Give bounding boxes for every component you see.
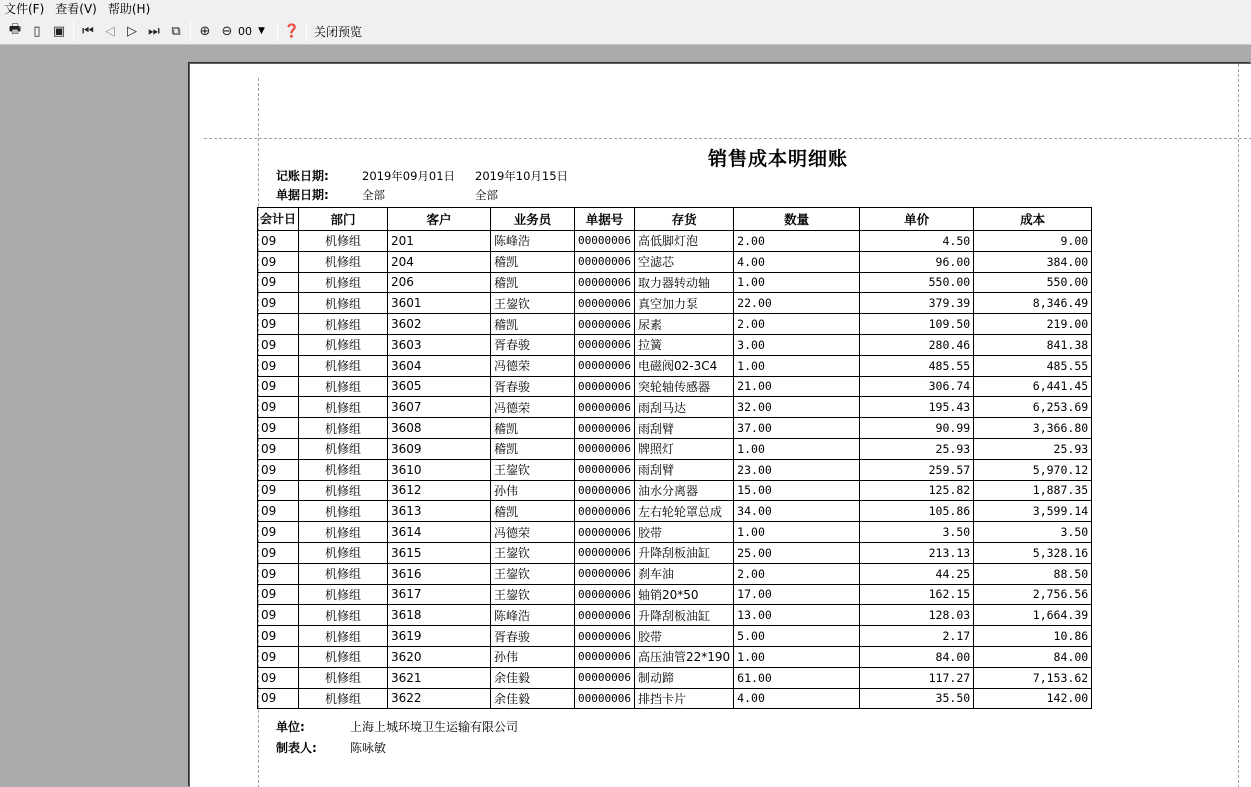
cell-quantity: 32.00 [734,397,860,418]
cell-cost: 9.00 [974,231,1092,252]
table-row [258,688,1092,709]
cell-quantity: 22.00 [734,293,860,314]
cell-item: 真空加力泵 [634,293,733,314]
cell-cost: 384.00 [974,251,1092,272]
cell-acct-day: 09 [258,293,299,314]
cell-item: 升降刮板油缸 [634,542,733,563]
cell-item: 雨刮臂 [634,459,733,480]
toolbar-separator [73,21,74,41]
cell-department: 机修组 [299,376,388,397]
cell-unit-price: 485.55 [860,355,974,376]
cell-department: 机修组 [299,231,388,252]
column-header: 单价 [860,208,974,231]
cell-department: 机修组 [299,314,388,335]
cell-cost: 88.50 [974,563,1092,584]
cell-item: 雨刮马达 [634,397,733,418]
cell-item: 拉簧 [634,334,733,355]
margin-guide [204,138,1251,139]
table-row [258,563,1092,584]
cell-salesperson: 稽凯 [491,501,575,522]
cell-unit-price: 550.00 [860,272,974,293]
cell-salesperson: 胥春骏 [491,626,575,647]
cell-acct-day: 09 [258,438,299,459]
cell-item: 升降刮板油缸 [634,605,733,626]
maker-value: 陈咏敏 [350,741,387,755]
cell-doc-no: 00000006 [575,314,635,335]
cell-unit-price: 3.50 [860,522,974,543]
cell-department: 机修组 [299,438,388,459]
doc-date-from: 全部 [362,188,385,202]
doc-date-to: 全部 [475,188,498,202]
cell-department: 机修组 [299,480,388,501]
cell-customer: 3620 [388,646,491,667]
cell-doc-no: 00000006 [575,605,635,626]
table-row [258,459,1092,480]
cell-customer: 3619 [388,626,491,647]
table-row [258,626,1092,647]
cell-quantity: 21.00 [734,376,860,397]
toolbar-separator [190,21,191,41]
report-page [189,63,1251,787]
cell-cost: 5,970.12 [974,459,1092,480]
cell-acct-day: 09 [258,688,299,709]
cell-cost: 219.00 [974,314,1092,335]
cell-quantity: 3.00 [734,334,860,355]
cell-quantity: 4.00 [734,251,860,272]
cell-doc-no: 00000006 [575,688,635,709]
column-header: 单据号 [575,208,635,231]
cell-item: 空滤芯 [634,251,733,272]
cell-department: 机修组 [299,501,388,522]
menu-view[interactable]: 查看(V) [55,2,97,16]
posting-date-from: 2019年09月01日 [362,169,456,183]
cell-item: 雨刮臂 [634,418,733,439]
cell-acct-day: 09 [258,418,299,439]
cell-salesperson: 王鋆钦 [491,459,575,480]
cell-quantity: 1.00 [734,355,860,376]
column-header: 存货 [634,208,733,231]
cell-cost: 3.50 [974,522,1092,543]
cell-doc-no: 00000006 [575,626,635,647]
cell-item: 尿素 [634,314,733,335]
cell-department: 机修组 [299,251,388,272]
cell-unit-price: 2.17 [860,626,974,647]
cell-doc-no: 00000006 [575,251,635,272]
cell-customer: 201 [388,231,491,252]
cell-cost: 1,887.35 [974,480,1092,501]
cell-acct-day: 09 [258,584,299,605]
cell-item: 高压油管22*190 [634,646,733,667]
cell-department: 机修组 [299,334,388,355]
cell-quantity: 2.00 [734,314,860,335]
cell-quantity: 1.00 [734,522,860,543]
cell-doc-no: 00000006 [575,584,635,605]
table-row [258,667,1092,688]
cell-acct-day: 09 [258,667,299,688]
column-header: 数量 [734,208,860,231]
cell-unit-price: 306.74 [860,376,974,397]
cell-unit-price: 44.25 [860,563,974,584]
table-row [258,231,1092,252]
cell-cost: 3,366.80 [974,418,1092,439]
table-row [258,584,1092,605]
cell-cost: 6,253.69 [974,397,1092,418]
cell-cost: 8,346.49 [974,293,1092,314]
cell-cost: 84.00 [974,646,1092,667]
cell-cost: 550.00 [974,272,1092,293]
first-page-icon[interactable]: ⏮ [82,23,94,39]
cell-unit-price: 96.00 [860,251,974,272]
zoom-out-icon[interactable]: ⊖ [221,23,233,39]
cell-unit-price: 109.50 [860,314,974,335]
cell-department: 机修组 [299,626,388,647]
table-row [258,480,1092,501]
column-header: 客户 [388,208,491,231]
cell-item: 左右轮轮罩总成 [634,501,733,522]
cell-department: 机修组 [299,459,388,480]
table-row [258,646,1092,667]
cell-customer: 3605 [388,376,491,397]
report-table [257,207,1092,709]
posting-date-label: 记账日期: [276,169,329,183]
cell-cost: 2,756.56 [974,584,1092,605]
cell-acct-day: 09 [258,542,299,563]
cell-unit-price: 162.15 [860,584,974,605]
cell-customer: 3601 [388,293,491,314]
cell-cost: 142.00 [974,688,1092,709]
cell-doc-no: 00000006 [575,542,635,563]
cell-acct-day: 09 [258,626,299,647]
cell-quantity: 1.00 [734,646,860,667]
cell-quantity: 2.00 [734,563,860,584]
cell-cost: 6,441.45 [974,376,1092,397]
cell-quantity: 15.00 [734,480,860,501]
table-row [258,376,1092,397]
cell-salesperson: 孙伟 [491,480,575,501]
cell-doc-no: 00000006 [575,355,635,376]
table-row [258,355,1092,376]
cell-salesperson: 余佳毅 [491,667,575,688]
column-header: 业务员 [491,208,575,231]
cell-item: 油水分离器 [634,480,733,501]
cell-department: 机修组 [299,355,388,376]
cell-quantity: 1.00 [734,438,860,459]
cell-acct-day: 09 [258,231,299,252]
cell-doc-no: 00000006 [575,667,635,688]
cell-salesperson: 稽凯 [491,438,575,459]
cell-doc-no: 00000006 [575,563,635,584]
cell-department: 机修组 [299,418,388,439]
cell-quantity: 2.00 [734,231,860,252]
cell-acct-day: 09 [258,355,299,376]
cell-acct-day: 09 [258,480,299,501]
cell-unit-price: 280.46 [860,334,974,355]
cell-item: 取力器转动轴 [634,272,733,293]
prev-page-icon[interactable]: ◁ [105,23,115,39]
cell-unit-price: 195.43 [860,397,974,418]
cell-quantity: 61.00 [734,667,860,688]
cell-department: 机修组 [299,688,388,709]
cell-cost: 1,664.39 [974,605,1092,626]
cell-item: 刹车油 [634,563,733,584]
cell-customer: 3614 [388,522,491,543]
cell-acct-day: 09 [258,459,299,480]
table-row [258,334,1092,355]
cell-item: 突轮轴传感器 [634,376,733,397]
cell-acct-day: 09 [258,397,299,418]
cell-department: 机修组 [299,667,388,688]
cell-doc-no: 00000006 [575,397,635,418]
cell-item: 轴销20*50 [634,584,733,605]
cell-doc-no: 00000006 [575,501,635,522]
posting-date-to: 2019年10月15日 [475,169,569,183]
cell-quantity: 13.00 [734,605,860,626]
cell-salesperson: 稽凯 [491,314,575,335]
cell-unit-price: 128.03 [860,605,974,626]
menu-bar [0,0,1251,18]
cell-salesperson: 孙伟 [491,646,575,667]
cell-item: 高低脚灯泡 [634,231,733,252]
cell-department: 机修组 [299,584,388,605]
cell-customer: 3617 [388,584,491,605]
cell-quantity: 17.00 [734,584,860,605]
cell-salesperson: 胥春骏 [491,334,575,355]
cell-customer: 3602 [388,314,491,335]
cell-acct-day: 09 [258,501,299,522]
cell-customer: 3603 [388,334,491,355]
cell-quantity: 34.00 [734,501,860,522]
table-row [258,314,1092,335]
table-row [258,438,1092,459]
table-row [258,542,1092,563]
chevron-down-icon: ▼ [258,26,265,36]
cell-unit-price: 117.27 [860,667,974,688]
table-row [258,522,1092,543]
column-header: 会计日 [258,208,299,231]
cell-customer: 3610 [388,459,491,480]
cell-acct-day: 09 [258,334,299,355]
report-title: 销售成本明细账 [708,148,849,170]
cell-quantity: 37.00 [734,418,860,439]
cell-quantity: 5.00 [734,626,860,647]
cell-department: 机修组 [299,563,388,584]
cell-item: 排挡卡片 [634,688,733,709]
margin-guide [1238,64,1239,787]
cell-salesperson: 稽凯 [491,272,575,293]
cell-customer: 3622 [388,688,491,709]
cell-acct-day: 09 [258,376,299,397]
zoom-select[interactable] [238,20,274,42]
table-row [258,418,1092,439]
cell-salesperson: 王鋆钦 [491,542,575,563]
cell-salesperson: 冯德荣 [491,355,575,376]
toolbar [0,18,1251,45]
cell-quantity: 1.00 [734,272,860,293]
cell-department: 机修组 [299,522,388,543]
cell-customer: 3612 [388,480,491,501]
cell-cost: 485.55 [974,355,1092,376]
cell-cost: 10.86 [974,626,1092,647]
cell-unit-price: 259.57 [860,459,974,480]
cell-unit-price: 84.00 [860,646,974,667]
cell-customer: 3621 [388,667,491,688]
cell-quantity: 23.00 [734,459,860,480]
table-row [258,605,1092,626]
cell-unit-price: 4.50 [860,231,974,252]
cell-customer: 3609 [388,438,491,459]
toolbar-separator [306,21,307,41]
table-row [258,293,1092,314]
table-row [258,397,1092,418]
cell-quantity: 25.00 [734,542,860,563]
cell-salesperson: 陈峰浩 [491,605,575,626]
cell-unit-price: 125.82 [860,480,974,501]
cell-acct-day: 09 [258,272,299,293]
table-header-row [258,208,1092,231]
table-row [258,501,1092,522]
cell-customer: 3618 [388,605,491,626]
cell-department: 机修组 [299,542,388,563]
zoom-in-icon[interactable]: ⊕ [199,23,211,39]
cell-doc-no: 00000006 [575,418,635,439]
cell-doc-no: 00000006 [575,646,635,667]
cell-cost: 5,328.16 [974,542,1092,563]
cell-customer: 3604 [388,355,491,376]
cell-customer: 3607 [388,397,491,418]
cell-customer: 3613 [388,501,491,522]
cell-cost: 7,153.62 [974,667,1092,688]
multi-page-icon[interactable]: ⧉ [171,23,181,39]
cell-customer: 3608 [388,418,491,439]
cell-department: 机修组 [299,646,388,667]
cell-item: 胶带 [634,522,733,543]
cell-doc-no: 00000006 [575,293,635,314]
cell-salesperson: 王鋆钦 [491,584,575,605]
cell-salesperson: 稽凯 [491,251,575,272]
cell-item: 制动蹄 [634,667,733,688]
cell-department: 机修组 [299,397,388,418]
table-row [258,272,1092,293]
cell-salesperson: 冯德荣 [491,522,575,543]
cell-doc-no: 00000006 [575,231,635,252]
cell-acct-day: 09 [258,605,299,626]
cell-unit-price: 105.86 [860,501,974,522]
next-page-icon[interactable]: ▷ [127,23,137,39]
cell-customer: 204 [388,251,491,272]
cell-acct-day: 09 [258,314,299,335]
cell-unit-price: 213.13 [860,542,974,563]
cell-doc-no: 00000006 [575,459,635,480]
cell-acct-day: 09 [258,522,299,543]
cell-department: 机修组 [299,605,388,626]
menu-file[interactable]: 文件(F) [4,2,45,16]
close-preview-button[interactable]: 关闭预览 [314,24,363,39]
column-header: 部门 [299,208,388,231]
cell-doc-no: 00000006 [575,522,635,543]
cell-department: 机修组 [299,272,388,293]
cell-customer: 3616 [388,563,491,584]
cell-acct-day: 09 [258,646,299,667]
unit-label: 单位: [276,720,305,734]
cell-doc-no: 00000006 [575,376,635,397]
cell-doc-no: 00000006 [575,438,635,459]
cell-unit-price: 25.93 [860,438,974,459]
maker-label: 制表人: [276,741,317,755]
table-row [258,251,1092,272]
cell-salesperson: 余佳毅 [491,688,575,709]
unit-value: 上海上城环境卫生运输有限公司 [350,720,519,734]
cell-salesperson: 王鋆钦 [491,563,575,584]
cell-salesperson: 王鋆钦 [491,293,575,314]
cell-doc-no: 00000006 [575,272,635,293]
cell-customer: 3615 [388,542,491,563]
cell-cost: 841.38 [974,334,1092,355]
cell-department: 机修组 [299,293,388,314]
column-header: 成本 [974,208,1092,231]
save-icon[interactable]: ▣ [52,23,66,39]
cell-customer: 206 [388,272,491,293]
page-setup-icon[interactable]: ▯ [33,23,41,39]
zoom-value: 00 [238,24,252,38]
cell-cost: 25.93 [974,438,1092,459]
cell-item: 电磁阀02-3C4 [634,355,733,376]
table-body [258,231,1092,709]
cell-doc-no: 00000006 [575,334,635,355]
toolbar-separator [277,21,278,41]
cell-cost: 3,599.14 [974,501,1092,522]
cell-salesperson: 陈峰浩 [491,231,575,252]
cell-salesperson: 冯德荣 [491,397,575,418]
cell-item: 胶带 [634,626,733,647]
cell-unit-price: 90.99 [860,418,974,439]
help-icon[interactable]: ❓ [283,23,301,39]
cell-acct-day: 09 [258,563,299,584]
menu-help[interactable]: 帮助(H) [107,2,151,16]
cell-salesperson: 稽凯 [491,418,575,439]
cell-unit-price: 35.50 [860,688,974,709]
cell-quantity: 4.00 [734,688,860,709]
cell-item: 牌照灯 [634,438,733,459]
print-icon[interactable]: 🖶 [8,22,22,37]
cell-unit-price: 379.39 [860,293,974,314]
cell-acct-day: 09 [258,251,299,272]
last-page-icon[interactable]: ⏭ [148,23,160,39]
doc-date-label: 单据日期: [276,188,329,202]
cell-salesperson: 胥春骏 [491,376,575,397]
cell-doc-no: 00000006 [575,480,635,501]
